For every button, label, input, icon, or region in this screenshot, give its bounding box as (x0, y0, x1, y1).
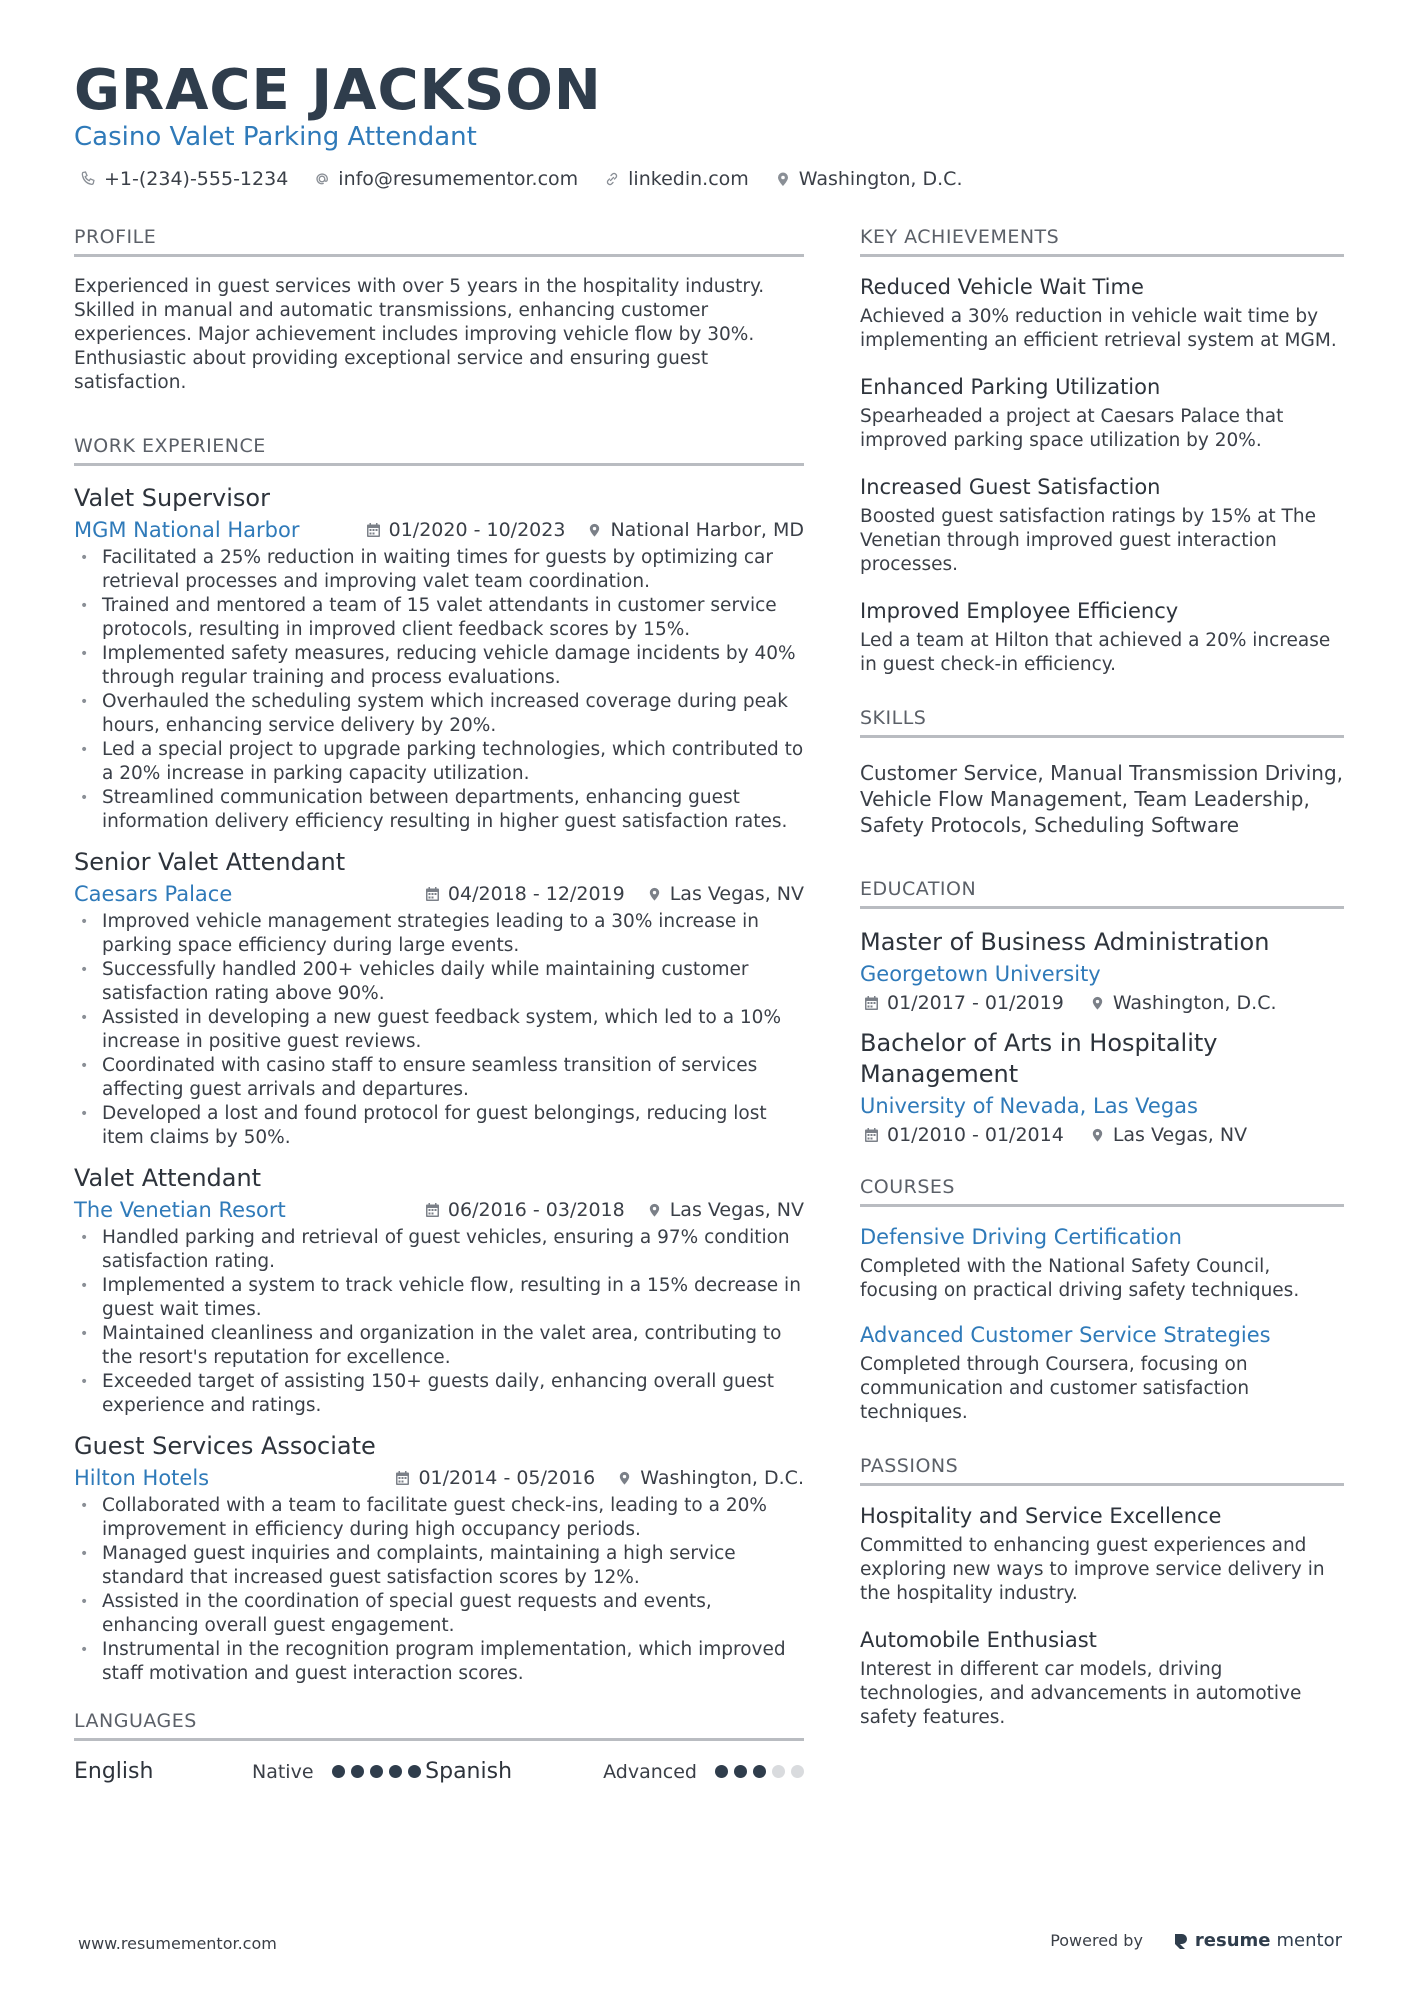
footer-branding (1050, 1930, 1342, 1951)
achievement-desc: Boosted guest satisfaction ratings by 15% at The Venetian through improved guest interaction processes. (860, 506, 1316, 575)
bullet-item: • Implemented a system to track vehicle flow, resulting in a 15% decrease in guest wait times. (74, 1274, 804, 1322)
education-meta (860, 992, 1344, 1014)
course-title[interactable]: Defensive Driving Certification (860, 1225, 1182, 1249)
language-entry (425, 1759, 804, 1784)
achievement-title: Improved Employee Efficiency (860, 599, 1179, 623)
job-entry-title: Valet Supervisor (74, 484, 270, 512)
courses-list (860, 1225, 1344, 1425)
section-heading-languages: LANGUAGES (74, 1710, 804, 1741)
profile-summary: Experienced in guest services with over 5 years in the hospitality industry. Skilled in manual and automatic transmissions, enhancing customer experiences. Major achievement includes improving vehicle flow by 30%. Enthusiastic about providing exceptional service and ensuring guest satisfaction. (74, 276, 765, 393)
education-degree: Bachelor of Arts in Hospitality Management (860, 1029, 1218, 1088)
right-column (860, 226, 1344, 1752)
calendar-icon (425, 1202, 440, 1218)
section-heading-skills: SKILLS (860, 707, 1344, 738)
achievement-title: Increased Guest Satisfaction (860, 475, 1161, 499)
rating-dot (734, 1765, 747, 1778)
job-entry-company: The Venetian Resort (74, 1198, 286, 1222)
language-level: Advanced (603, 1760, 697, 1783)
passion-title: Hospitality and Service Excellence (860, 1504, 1222, 1528)
education-location-text: Washington, D.C. (1112, 992, 1277, 1014)
rating-dot (332, 1765, 345, 1778)
education-dates (864, 1124, 1064, 1146)
bullet-item: • Streamlined communication between departments, enhancing guest information delivery efficiency resulting in higher guest satisfaction rates. (74, 786, 804, 834)
job-entry-dates-text: 06/2016 - 03/2018 (447, 1199, 625, 1221)
education-school: Georgetown University (860, 962, 1101, 986)
location-pin-icon (617, 1470, 632, 1486)
course-entry (860, 1323, 1344, 1425)
job-entry-meta-right (395, 1467, 804, 1489)
job-entry-bullets (74, 1494, 804, 1686)
calendar-icon (425, 886, 440, 902)
job-entry-location-text: Washington, D.C. (640, 1467, 804, 1489)
candidate-name: GRACE JACKSON (74, 58, 602, 123)
location-text: Washington, D.C. (798, 168, 963, 190)
section-heading-education: EDUCATION (860, 878, 1344, 909)
bullet-item: • Developed a lost and found protocol for guest belongings, reducing lost item claims by 50%. (74, 1102, 804, 1150)
language-rating (715, 1765, 804, 1778)
job-entry-bullets (74, 1226, 804, 1418)
brand-mark-icon (1173, 1932, 1189, 1950)
bullet-item: • Assisted in the coordination of special guest requests and events, enhancing overall guest engagement. (74, 1590, 804, 1638)
bullet-item: • Led a special project to upgrade parking technologies, which contributed to a 20% increase in parking capacity utilization. (74, 738, 804, 786)
bullet-item: • Collaborated with a team to facilitate guest check-ins, leading to a 20% improvement in efficiency during high occupancy periods. (74, 1494, 804, 1542)
contact-bar (80, 168, 963, 190)
calendar-icon (366, 522, 381, 538)
location-pin-icon (587, 522, 602, 538)
achievement-title: Enhanced Parking Utilization (860, 375, 1161, 399)
calendar-icon (395, 1470, 410, 1486)
bullet-item: • Assisted in developing a new guest feedback system, which led to a 10% increase in positive guest reviews. (74, 1006, 804, 1054)
job-entry-location-text: National Harbor, MD (610, 519, 804, 541)
brand-logo[interactable] (1173, 1930, 1342, 1951)
job-entry-location-text: Las Vegas, NV (669, 1199, 804, 1221)
location-pin-icon (775, 171, 791, 187)
bullet-item: • Coordinated with casino staff to ensure seamless transition of services affecting guest arrivals and departures. (74, 1054, 804, 1102)
location-pin-icon (647, 886, 662, 902)
education-dates (864, 992, 1064, 1014)
achievement-entry (860, 275, 1344, 353)
job-entry-dates (366, 519, 566, 541)
link-icon (604, 171, 620, 187)
job-entry-meta-right (366, 519, 804, 541)
job-entry-company: Hilton Hotels (74, 1466, 210, 1490)
job-entry-meta-right (425, 883, 804, 905)
job-entry-location-text: Las Vegas, NV (669, 883, 804, 905)
job-entry-bullets (74, 910, 804, 1150)
education-list (860, 927, 1344, 1146)
rating-dot (753, 1765, 766, 1778)
passion-title: Automobile Enthusiast (860, 1628, 1097, 1652)
bullet-item: • Successfully handled 200+ vehicles daily while maintaining customer satisfaction rating above 90%. (74, 958, 804, 1006)
education-location-text: Las Vegas, NV (1112, 1124, 1248, 1146)
rating-dot (351, 1765, 364, 1778)
achievement-entry (860, 599, 1344, 677)
achievement-entry (860, 475, 1344, 577)
job-entry-dates (425, 1199, 625, 1221)
job-entry-dates (425, 883, 625, 905)
linkedin-text[interactable]: linkedin.com (628, 168, 749, 190)
job-entry-meta (74, 1466, 804, 1490)
contact-phone (80, 168, 288, 190)
contact-linkedin[interactable] (604, 168, 749, 190)
job-entry (74, 848, 804, 1150)
bullet-item: • Handled parking and retrieval of guest vehicles, ensuring a 97% condition satisfaction rating. (74, 1226, 804, 1274)
job-entry-title: Valet Attendant (74, 1164, 262, 1192)
rating-dot (408, 1765, 421, 1778)
job-entry (74, 484, 804, 834)
left-column (74, 226, 804, 1784)
achievement-entry (860, 375, 1344, 453)
rating-dot (370, 1765, 383, 1778)
bullet-item: • Improved vehicle management strategies leading to a 30% increase in parking space efficiency during large events. (74, 910, 804, 958)
achievement-desc: Achieved a 30% reduction in vehicle wait time by implementing an efficient retrieval system at MGM. (860, 306, 1337, 351)
course-title[interactable]: Advanced Customer Service Strategies (860, 1323, 1271, 1347)
bullet-item: • Managed guest inquiries and complaints, maintaining a high service standard that increased guest satisfaction scores by 12%. (74, 1542, 804, 1590)
job-entry-dates-text: 04/2018 - 12/2019 (447, 883, 625, 905)
achievement-desc: Led a team at Hilton that achieved a 20% increase in guest check-in efficiency. (860, 630, 1331, 675)
job-entry-company: MGM National Harbor (74, 518, 300, 542)
job-entry-meta (74, 1198, 804, 1222)
contact-email[interactable] (314, 168, 578, 190)
education-school: University of Nevada, Las Vegas (860, 1094, 1198, 1118)
language-name: Spanish (425, 1759, 513, 1784)
languages-list (74, 1759, 804, 1784)
passion-desc: Committed to enhancing guest experiences and exploring new ways to improve service delivery in the hospitality industry. (860, 1535, 1325, 1604)
language-rating (332, 1765, 421, 1778)
calendar-icon (864, 995, 879, 1011)
job-entry-title: Guest Services Associate (74, 1432, 376, 1460)
rating-dot (389, 1765, 402, 1778)
location-pin-icon (1090, 995, 1105, 1011)
bullet-item: • Exceeded target of assisting 150+ guests daily, enhancing overall guest experience and ratings. (74, 1370, 804, 1418)
rating-dot (715, 1765, 728, 1778)
job-entry (74, 1164, 804, 1418)
section-heading-profile: PROFILE (74, 226, 804, 257)
contact-location (775, 168, 963, 190)
passion-entry (860, 1628, 1344, 1730)
brand-light: mentor (1276, 1930, 1342, 1951)
section-heading-achievements: KEY ACHIEVEMENTS (860, 226, 1344, 257)
bullet-item: • Maintained cleanliness and organization in the valet area, contributing to the resort's reputation for excellence. (74, 1322, 804, 1370)
course-desc: Completed with the National Safety Council, focusing on practical driving safety techniques. (860, 1256, 1300, 1301)
skills-text: Customer Service, Manual Transmission Driving, Vehicle Flow Management, Team Leadership, Safety Protocols, Scheduling Software (860, 761, 1344, 837)
course-entry (860, 1225, 1344, 1303)
job-entry-meta (74, 882, 804, 906)
education-dates-text: 01/2010 - 01/2014 (887, 1124, 1064, 1146)
location-pin-icon (1090, 1127, 1105, 1143)
brand-bold: resume (1194, 1930, 1271, 1951)
section-heading-passions: PASSIONS (860, 1455, 1344, 1486)
passion-desc: Interest in different car models, driving technologies, and advancements in automotive safety features. (860, 1659, 1302, 1728)
location-pin-icon (647, 1202, 662, 1218)
education-location (1090, 992, 1277, 1014)
passion-entry (860, 1504, 1344, 1606)
job-entry-location (647, 883, 804, 905)
work-experience-list (74, 484, 804, 1686)
job-title: Casino Valet Parking Attendant (74, 122, 477, 152)
job-entry-dates (395, 1467, 595, 1489)
language-level: Native (252, 1760, 314, 1783)
bullet-item: • Facilitated a 25% reduction in waiting times for guests by optimizing car retrieval processes and improving valet team coordination. (74, 546, 804, 594)
passions-list (860, 1504, 1344, 1730)
calendar-icon (864, 1127, 879, 1143)
job-entry-location (587, 519, 804, 541)
job-entry-dates-text: 01/2014 - 05/2016 (418, 1467, 596, 1489)
section-heading-courses: COURSES (860, 1176, 1344, 1207)
at-icon (314, 171, 330, 187)
rating-dot (791, 1765, 804, 1778)
language-entry (74, 1759, 421, 1784)
achievements-list (860, 275, 1344, 677)
education-location (1090, 1124, 1247, 1146)
job-entry (74, 1432, 804, 1686)
bullet-item: • Instrumental in the recognition program implementation, which improved staff motivation and guest interaction scores. (74, 1638, 804, 1686)
bullet-item: • Implemented safety measures, reducing vehicle damage incidents by 40% through regular training and process evaluations. (74, 642, 804, 690)
education-meta (860, 1124, 1344, 1146)
education-dates-text: 01/2017 - 01/2019 (887, 992, 1064, 1014)
phone-icon (80, 171, 96, 187)
section-heading-work: WORK EXPERIENCE (74, 435, 804, 466)
job-entry-dates-text: 01/2020 - 10/2023 (388, 519, 566, 541)
job-entry-location (647, 1199, 804, 1221)
phone-text: +1-(234)-555-1234 (104, 168, 289, 190)
language-name: English (74, 1759, 154, 1784)
achievement-desc: Spearheaded a project at Caesars Palace that improved parking space utilization by 20%. (860, 406, 1284, 451)
bullet-item: • Overhauled the scheduling system which increased coverage during peak hours, enhancing service delivery by 20%. (74, 690, 804, 738)
footer-website[interactable]: www.resumementor.com (78, 1934, 277, 1953)
bullet-item: • Trained and mentored a team of 15 valet attendants in customer service protocols, resulting in improved client feedback scores by 15%. (74, 594, 804, 642)
job-entry-location (617, 1467, 804, 1489)
job-entry-title: Senior Valet Attendant (74, 848, 346, 876)
course-desc: Completed through Coursera, focusing on communication and customer satisfaction techniques. (860, 1354, 1250, 1423)
job-entry-company: Caesars Palace (74, 882, 233, 906)
education-entry (860, 927, 1344, 1014)
education-degree: Master of Business Administration (860, 928, 1270, 956)
powered-by-label: Powered by (1050, 1931, 1143, 1950)
job-entry-meta (74, 518, 804, 542)
job-entry-bullets (74, 546, 804, 834)
achievement-title: Reduced Vehicle Wait Time (860, 275, 1144, 299)
education-entry (860, 1028, 1344, 1146)
job-entry-meta-right (425, 1199, 804, 1221)
email-text[interactable]: info@resumementor.com (338, 168, 579, 190)
rating-dot (772, 1765, 785, 1778)
